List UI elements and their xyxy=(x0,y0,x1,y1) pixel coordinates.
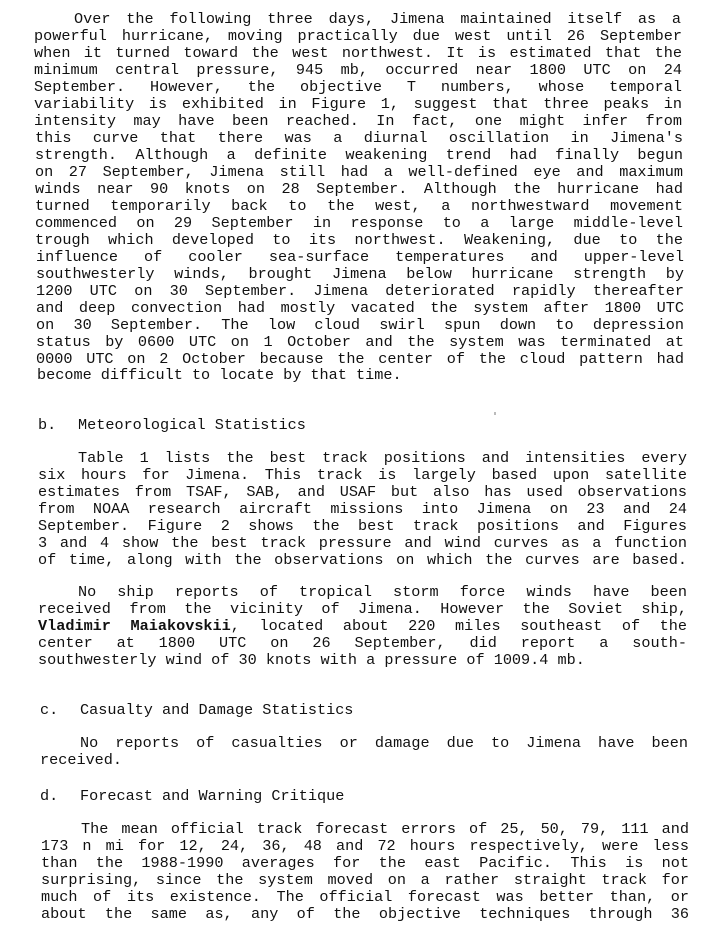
text-line: winds near 90 knots on 28 September. Although the hurricane had xyxy=(35,180,683,198)
text-line: turned temporarily back to the west, a northwestward movement xyxy=(35,197,683,215)
text-line: status by 0600 UTC on 1 October and the system was terminated at xyxy=(36,333,684,351)
text-line: on 27 September, Jimena still had a well-defined eye and maximum xyxy=(35,163,683,181)
text-line: received. xyxy=(40,751,123,769)
text-line: minimum central pressure, 945 mb, occurred near 1800 UTC on 24 xyxy=(34,61,682,79)
text-line: No reports of casualties or damage due to Jimena have been xyxy=(80,734,688,752)
text-line: from NOAA research aircraft missions into Jimena on 23 and 24 xyxy=(38,500,687,518)
text-line: six hours for Jimena. This track is largely based upon satellite xyxy=(38,466,687,484)
text-line: 1200 UTC on 30 September. Jimena deteriorated rapidly thereafter xyxy=(36,282,684,300)
text-line: about the same as, any of the objective techniques through 36 xyxy=(41,905,689,923)
text-line: on 30 September. The low cloud swirl spun down to depression xyxy=(36,316,684,334)
text-line: intensity may have been reached. In fact, one might infer from xyxy=(34,112,682,130)
text-line: received from the vicinity of Jimena. However the Soviet ship, xyxy=(38,600,687,618)
text-line: southwesterly wind of 30 knots with a pressure of 1009.4 mb. xyxy=(38,651,585,669)
text-line: The mean official track forecast errors of 25, 50, 79, 111 and xyxy=(81,820,689,838)
section-letter: d. xyxy=(40,787,59,805)
text-line: strength. Although a definite weakening trend had finally begun xyxy=(35,146,683,164)
text-line: when it turned toward the west northwest. It is estimated that the xyxy=(34,44,682,62)
text-line: and deep convection had mostly vacated the system after 1800 UTC xyxy=(36,299,684,317)
text-line: become difficult to locate by that time. xyxy=(37,366,402,384)
section-title: Forecast and Warning Critique xyxy=(80,787,345,805)
section-heading-b xyxy=(38,417,306,434)
text-line: southwesterly winds, brought Jimena below hurricane strength by xyxy=(36,265,684,283)
text-line: 173 n mi for 12, 24, 36, 48 and 72 hours respectively, were less xyxy=(41,837,689,855)
text-line: than the 1988-1990 averages for the east Pacific. This is not xyxy=(41,854,689,872)
text-line-rest: , located about 220 miles southeast of the xyxy=(230,617,688,635)
text-line: No ship reports of tropical storm force winds have been xyxy=(78,583,687,601)
section-letter: b. xyxy=(38,416,57,434)
text-line: powerful hurricane, moving practically due west until 26 September xyxy=(34,27,682,45)
scan-speck xyxy=(494,412,496,415)
text-line xyxy=(38,618,687,635)
text-line: Over the following three days, Jimena maintained itself as a xyxy=(74,10,681,28)
text-line: this curve that there was a diurnal oscillation in Jimena's xyxy=(35,129,683,147)
text-line: 3 and 4 show the best track pressure and wind curves as a function xyxy=(38,534,687,552)
text-line: much of its existence. The official forecast was better than, or xyxy=(41,888,689,906)
section-letter: c. xyxy=(40,701,59,719)
text-line: commenced on 29 September in response to a large middle-level xyxy=(35,214,683,232)
ship-name: Vladimir Maiakovskii xyxy=(38,617,231,635)
section-title: Meteorological Statistics xyxy=(78,416,306,434)
text-line: 0000 UTC on 2 October because the center of the cloud pattern had xyxy=(36,350,684,368)
text-line: of time, along with the observations on which the curves are based. xyxy=(38,551,687,569)
text-line: influence of cooler sea-surface temperatures and upper-level xyxy=(36,248,684,266)
text-line: trough which developed to its northwest. Weakening, due to the xyxy=(35,231,683,249)
section-heading-d xyxy=(40,788,344,805)
text-line: surprising, since the system moved on a rather straight track for xyxy=(41,871,689,889)
text-line: Table 1 lists the best track positions and intensities every xyxy=(78,449,687,467)
text-line: estimates from TSAF, SAB, and USAF but also has used observations xyxy=(38,483,687,501)
text-line: September. Figure 2 shows the best track positions and Figures xyxy=(38,517,687,535)
text-line: September. However, the objective T numbers, whose temporal xyxy=(34,78,682,96)
section-heading-c xyxy=(40,702,353,719)
text-line: center at 1800 UTC on 26 September, did report a south- xyxy=(38,634,687,652)
section-title: Casualty and Damage Statistics xyxy=(80,701,354,719)
text-line: variability is exhibited in Figure 1, suggest that three peaks in xyxy=(34,95,682,113)
